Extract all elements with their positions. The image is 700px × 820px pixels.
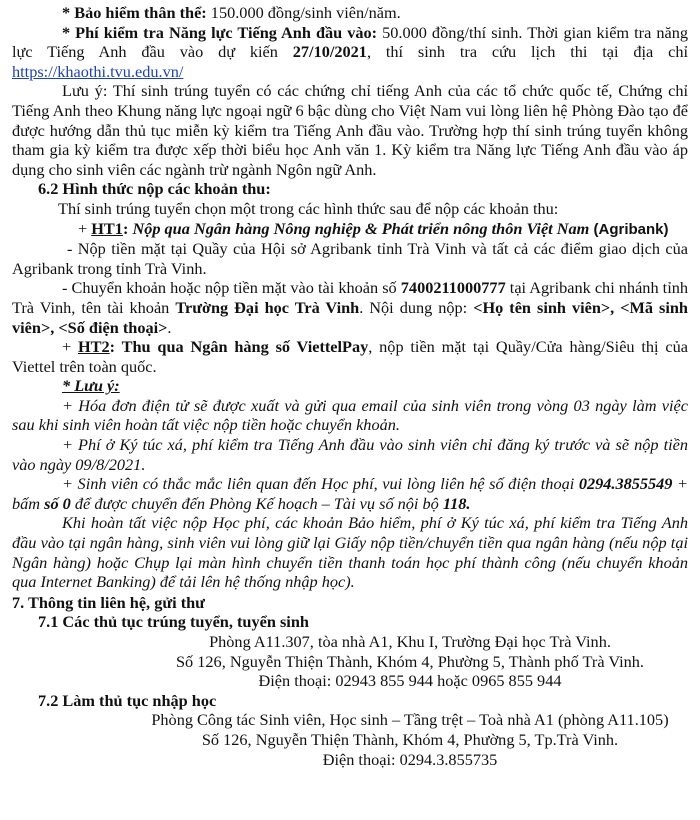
ht1-colon: : bbox=[122, 218, 133, 238]
payment-note-3-a: + Sinh viên có thắc mắc liên quan đến Học phí, vui lòng liên hệ số điện thoại bbox=[62, 474, 579, 494]
ht1-item-2-d: . bbox=[167, 317, 172, 337]
payment-note-3-b: + bấm bbox=[12, 474, 688, 513]
ht1-code: HT1 bbox=[91, 218, 123, 238]
section-7-2-title: 7.2 Làm thủ tục nhập học bbox=[38, 690, 217, 710]
ht1-prefix: + bbox=[78, 218, 92, 238]
payment-note-3-c: để được chuyển đến Phòng Kế hoạch – Tài vụ số nội bộ bbox=[70, 493, 443, 513]
insurance-text: 150.000 đồng/sinh viên/năm. bbox=[206, 3, 401, 22]
ht1-title: Nộp qua Ngân hàng Nông nghiệp & Phát triển nông thôn Việt Nam bbox=[132, 218, 590, 238]
payment-note-label: * Lưu ý: bbox=[62, 376, 120, 396]
english-note-paragraph: Lưu ý: Thí sinh trúng tuyển có các chứng chỉ tiếng Anh của các tổ chức quốc tế, Chứng chỉ Tiếng Anh theo Khung năng lực ngoại ngữ 6 bậc dùng cho Việt Nam vui lòng liên hệ Phòng Đào tạo để được hướng dẫn thủ tục miễn kỳ kiểm tra Tiếng Anh đầu vào. Trường hợp thí sinh trúng tuyển không tham gia kỳ kiểm tra được xếp thời biểu học Anh văn 1. Kỳ kiểm tra Năng lực Tiếng Anh đầu vào áp dụng cho sinh viên các ngành trừ ngành Ngôn ngữ Anh. bbox=[12, 81, 688, 179]
account-number: 7400211000777 bbox=[400, 278, 506, 298]
ht1-item-1: - Nộp tiền mặt tại Quầy của Hội sở Agribank tỉnh Trà Vinh và tất cả các điểm giao dịch của Agribank trong tỉnh Trà Vinh. bbox=[12, 239, 688, 278]
section-7-title: 7. Thông tin liên hệ, gửi thư bbox=[12, 592, 205, 612]
section-7-1-address: Số 126, Nguyễn Thiện Thành, Khóm 4, Phường 5, Thành phố Trà Vinh. bbox=[176, 651, 644, 671]
ht2-title: : Thu qua Ngân hàng số ViettelPay bbox=[109, 337, 369, 357]
insurance-label: * Bảo hiểm thân thể: bbox=[62, 3, 207, 22]
english-fee-paragraph bbox=[12, 23, 688, 82]
insurance-line bbox=[12, 3, 688, 23]
section-7-1-office: Phòng A11.307, tòa nhà A1, Khu I, Trường Đại học Trà Vinh. bbox=[209, 632, 611, 651]
ht1-agribank: (Agribank) bbox=[589, 220, 669, 238]
ht1-heading bbox=[12, 219, 688, 240]
ht2-paragraph bbox=[12, 337, 688, 376]
section-6-2-title: 6.2 Hình thức nộp các khoản thu: bbox=[38, 179, 271, 199]
payment-note-3 bbox=[12, 474, 688, 513]
payment-note-4: Khi hoàn tất việc nộp Học phí, các khoản Bảo hiểm, phí ở Ký túc xá, phí kiểm tra Tiếng Anh đầu vào tại ngân hàng, sinh viên vui lòng giữ lại Giấy nộp tiền/chuyển tiền qua ngân hàng (nếu nộp tại Ngân hàng) hoặc Chụp lại màn hình chuyển tiền thanh toán học phí thành công (nếu chuyển khoản qua Internet Banking) để tải lên hệ thống nhập học). bbox=[12, 513, 688, 592]
payment-note-1: + Hóa đơn điện tử sẽ được xuất và gửi qua email của sinh viên trong vòng 03 ngày làm việc sau khi sinh viên hoàn tất việc nộp tiền hoặc chuyển khoản. bbox=[12, 395, 688, 435]
section-7-1-phone: Điện thoại: 02943 855 944 hoặc 0965 855 944 bbox=[258, 671, 562, 691]
section-7-2-office: Phòng Công tác Sinh viên, Học sinh – Tầng trệt – Toà nhà A1 (phòng A11.105) bbox=[151, 710, 669, 730]
extension-number: 118. bbox=[442, 493, 471, 513]
section-7-2-address: Số 126, Nguyễn Thiện Thành, Khóm 4, Phường 5, Tp.Trà Vinh. bbox=[201, 729, 619, 749]
section-6-2-intro: Thí sinh trúng tuyển chọn một trong các hình thức sau để nộp các khoản thu: bbox=[58, 198, 559, 218]
payment-content: <Họ tên sinh viên>, <Mã sinh viên>, <Số điện thoại> bbox=[12, 297, 688, 337]
tuition-phone: 0294.3855549 bbox=[578, 474, 673, 494]
english-fee-text2: , thí sinh tra cứu lịch thi tại địa chỉ bbox=[366, 42, 688, 62]
english-fee-date: 27/10/2021 bbox=[292, 42, 367, 62]
ht1-item-2-c: . Nội dung nộp: bbox=[359, 297, 474, 317]
ht1-item-2-a: - Chuyển khoản hoặc nộp tiền mặt vào tài khoản số bbox=[62, 278, 401, 298]
english-fee-label: * Phí kiểm tra Năng lực Tiếng Anh đầu vào: bbox=[62, 22, 378, 42]
ht2-code: HT2 bbox=[78, 337, 110, 357]
section-7-1-title: 7.1 Các thủ tục trúng tuyển, tuyển sinh bbox=[38, 612, 309, 632]
ht1-item-2-b: tại Agribank chi nhánh tỉnh Trà Vinh, tên tài khoản bbox=[12, 278, 688, 317]
payment-note-2: + Phí ở Ký túc xá, phí kiểm tra Tiếng Anh đầu vào sinh viên chỉ đăng ký trước và sẽ nộp tiền vào ngày 09/8/2021. bbox=[12, 435, 688, 474]
ht2-text: , nộp tiền mặt tại Quầy/Cửa hàng/Siêu thị của Viettel trên toàn quốc. bbox=[12, 337, 688, 376]
english-fee-text1: 50.000 đồng/thí sinh. Thời gian kiểm tra năng lực Tiếng Anh đầu vào dự kiến bbox=[12, 22, 688, 62]
exam-schedule-link[interactable]: https://khaothi.tvu.edu.vn/ bbox=[12, 61, 184, 81]
ht2-prefix: + bbox=[62, 337, 78, 357]
ht1-item-2 bbox=[12, 278, 688, 337]
section-7-2-phone: Điện thoại: 0294.3.855735 bbox=[322, 749, 498, 769]
account-name: Trường Đại học Trà Vinh bbox=[175, 297, 360, 317]
press-key: số 0 bbox=[44, 493, 71, 513]
